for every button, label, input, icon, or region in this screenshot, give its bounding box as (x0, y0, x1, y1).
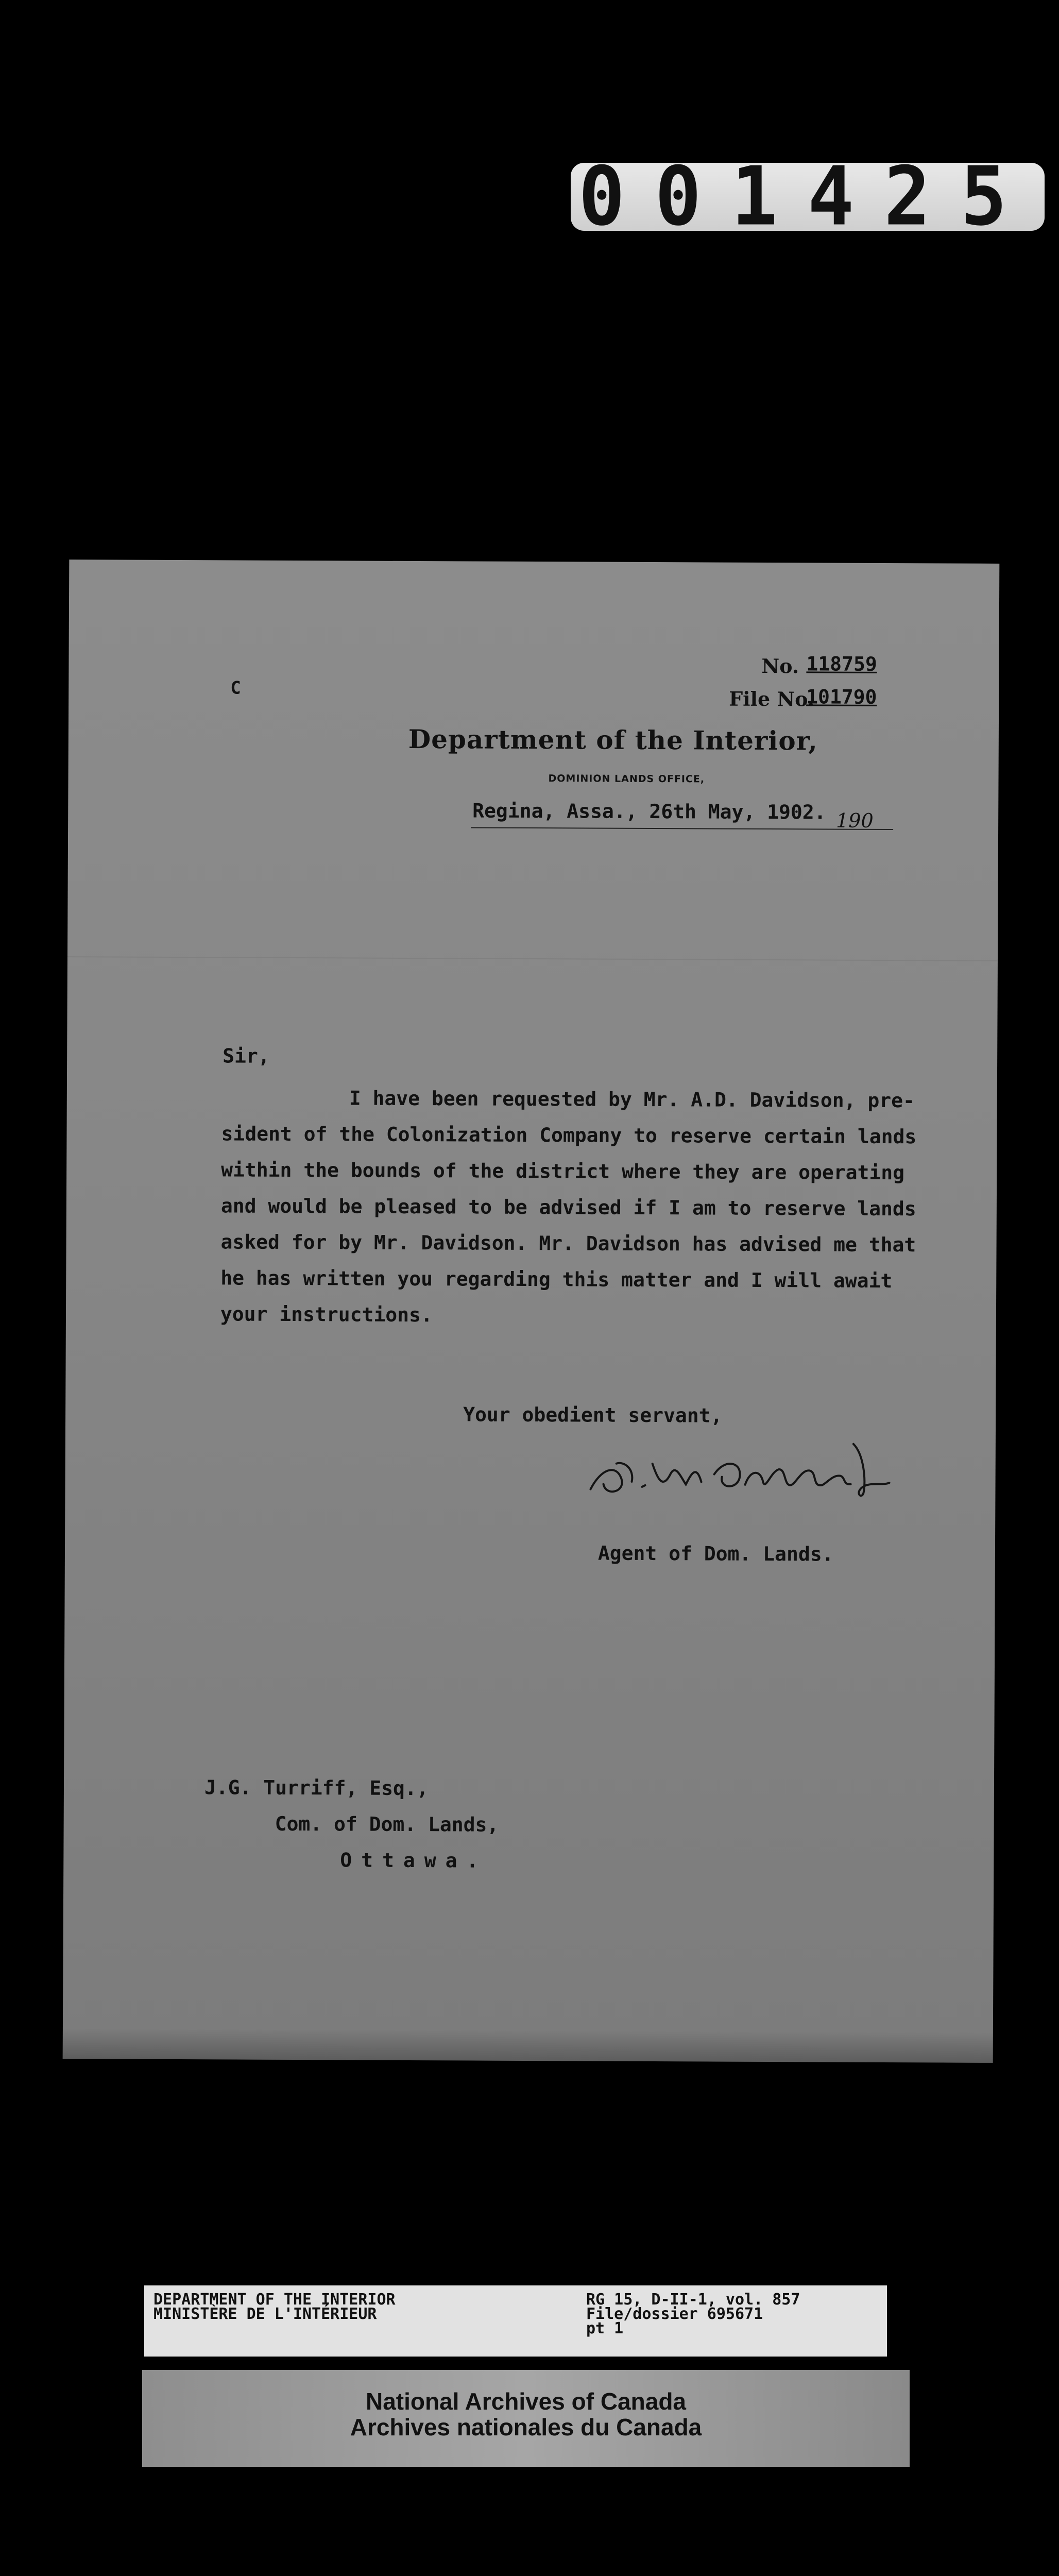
body-line: and would be pleased to be advised if I am to reserve lands (220, 1194, 916, 1221)
number-label: No. (761, 654, 799, 678)
frame-number: 001425 (578, 149, 1037, 244)
body-line: your instructions. (220, 1302, 433, 1327)
page-shadow (63, 2028, 993, 2063)
part-reference: pt 1 (586, 2319, 624, 2337)
body-line: within the bounds of the district where they are operating (221, 1158, 905, 1184)
letter-page (63, 560, 1000, 2063)
letterhead-office: DOMINION LANDS OFFICE, (548, 773, 705, 785)
date-rule (471, 827, 893, 830)
department-french: MINISTÈRE DE L'INTÉRIEUR (153, 2305, 377, 2323)
department-english: DEPARTMENT OF THE INTERIOR (153, 2291, 396, 2309)
file-number-label: File No. (729, 687, 815, 711)
addressee-name: J.G. Turriff, Esq., (204, 1776, 429, 1800)
closing: Your obedient servant, (463, 1403, 723, 1427)
addressee-city: Ottawa. (340, 1849, 488, 1872)
signatory-title: Agent of Dom. Lands. (597, 1541, 834, 1566)
handwritten-signature (585, 1432, 895, 1511)
body-line: he has written you regarding this matter and I will await (220, 1266, 893, 1293)
body-line: asked for by Mr. Davidson. Mr. Davidson has advised me that (220, 1230, 916, 1257)
fold-crease (67, 956, 998, 961)
body-line: sident of the Colonization Company to reserve certain lands (221, 1122, 917, 1148)
letterhead-department: Department of the Interior, (408, 723, 818, 756)
preprinted-year: 190 (836, 809, 874, 832)
archives-label (142, 2370, 910, 2467)
salutation: Sir, (223, 1044, 270, 1067)
file-number: 101790 (806, 685, 877, 708)
body-line: I have been requested by Mr. A.D. Davidson, pre- (349, 1087, 915, 1112)
archive-reference-label (144, 2285, 887, 2357)
file-reference: File/dossier 695671 (586, 2305, 763, 2323)
place-and-date: Regina, Assa., 26th May, 1902. (472, 799, 826, 824)
archives-english: National Archives of Canada (365, 2388, 686, 2415)
margin-mark: C (230, 677, 241, 699)
archives-french: Archives nationales du Canada (350, 2414, 702, 2441)
frame-number-strip (571, 149, 1045, 244)
letter-number: 118759 (806, 652, 877, 675)
addressee-title: Com. of Dom. Lands, (275, 1812, 499, 1836)
record-group-reference: RG 15, D-II-1, vol. 857 (586, 2291, 800, 2309)
